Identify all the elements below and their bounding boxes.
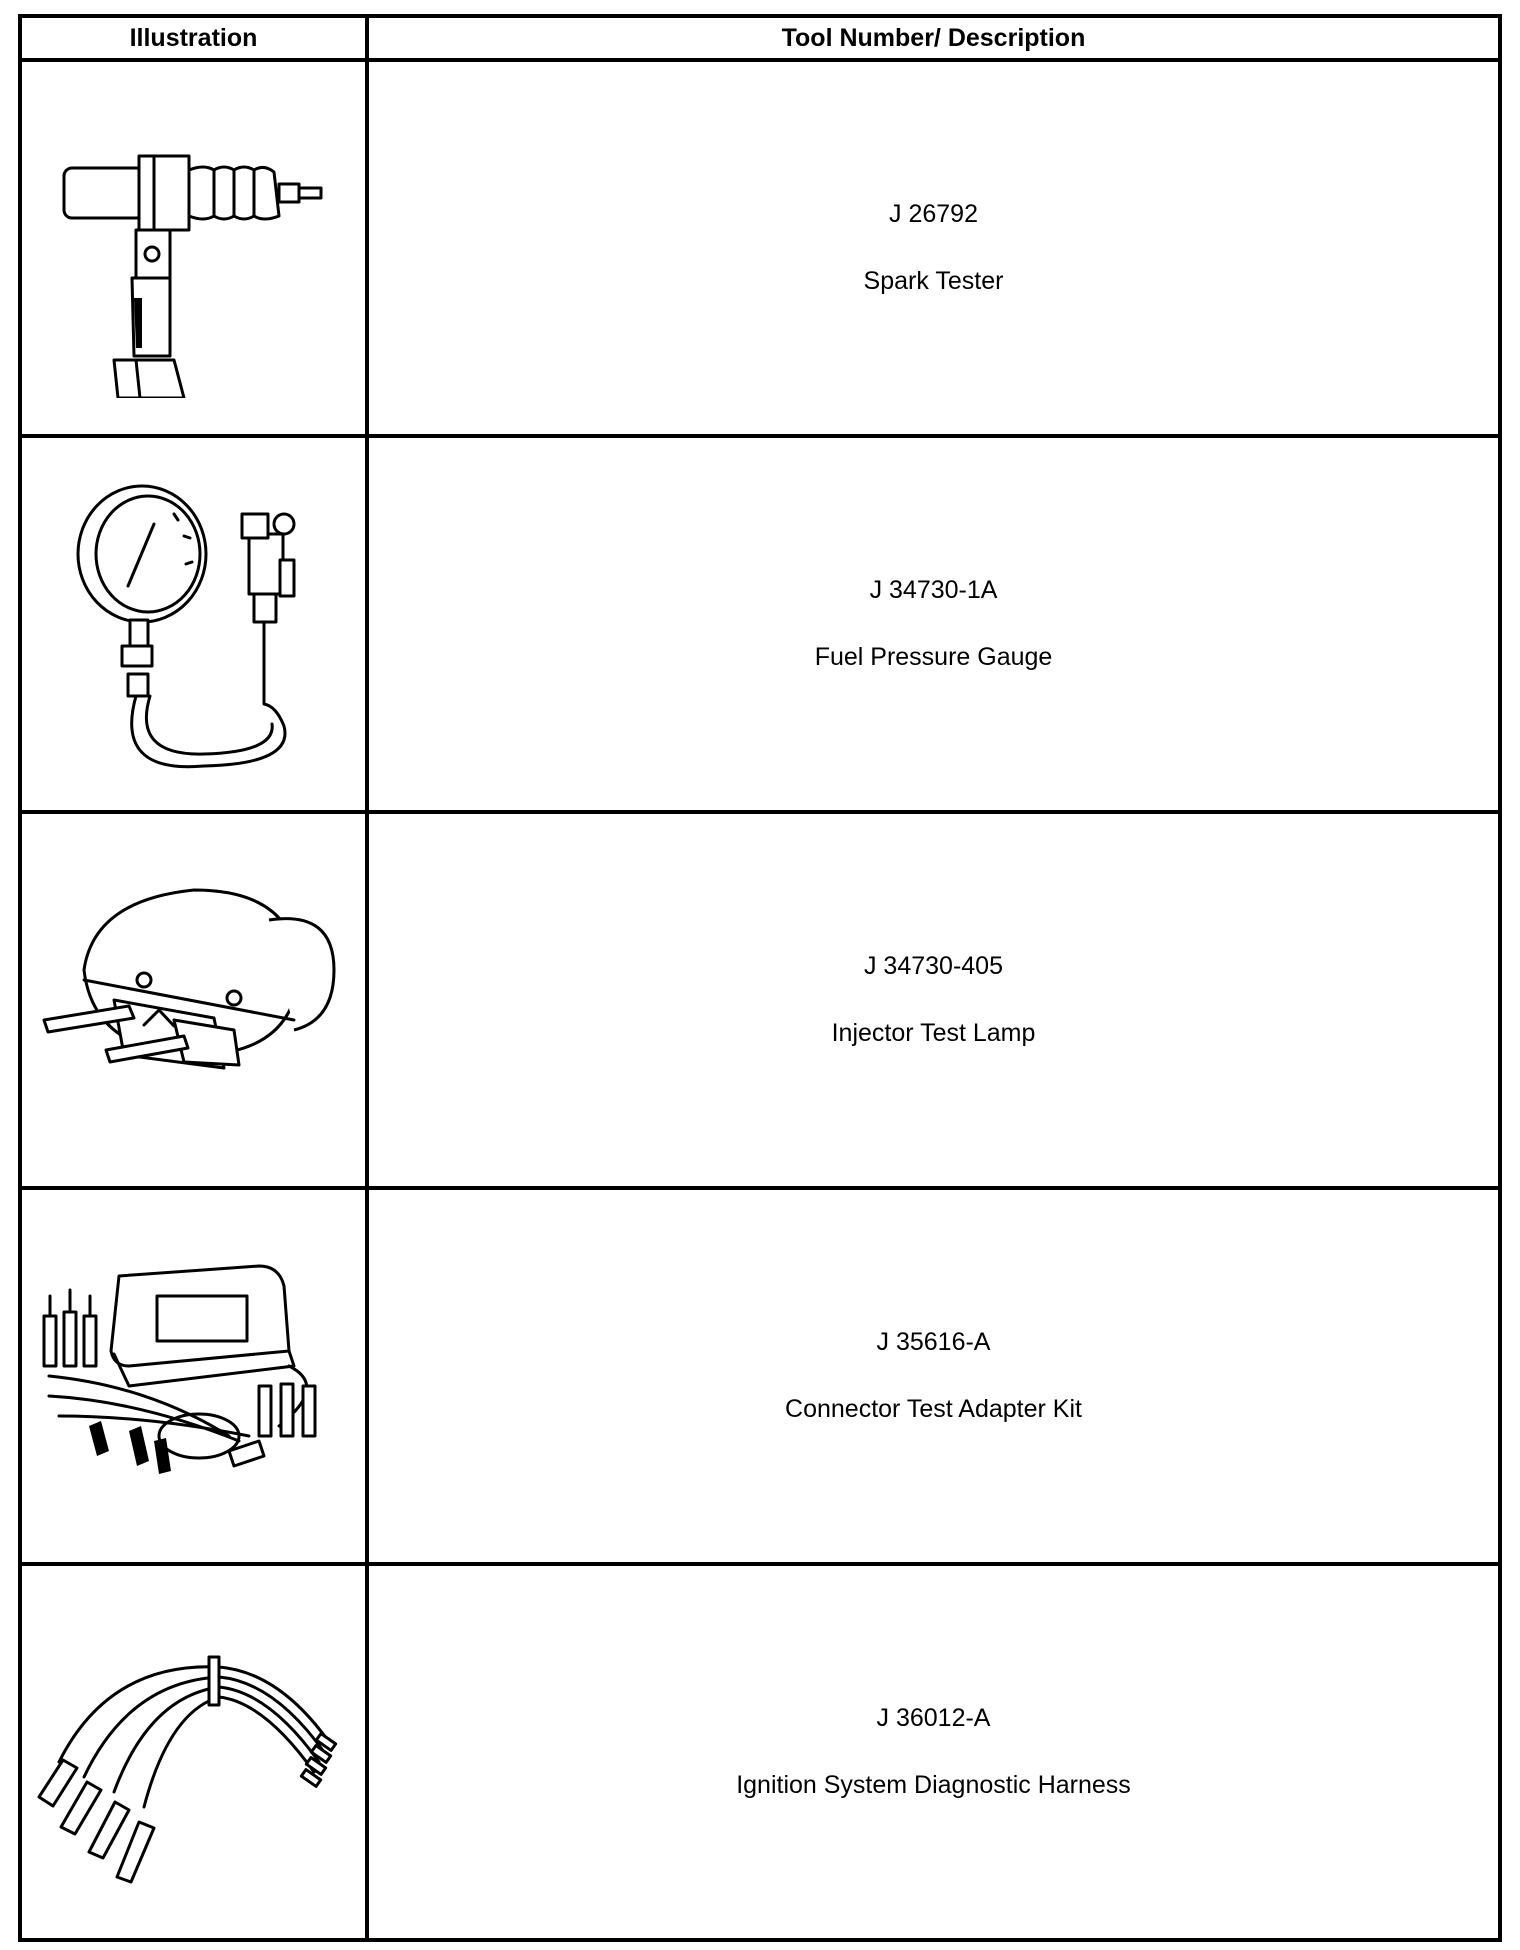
tool-number: J 34730-1A (869, 576, 998, 604)
tool-number: J 36012-A (876, 1704, 991, 1732)
table-row (20, 1564, 1500, 1940)
description-cell (367, 1564, 1500, 1940)
description-cell (367, 1188, 1500, 1564)
fuel-pressure-gauge-icon (44, 474, 344, 774)
table-row (20, 1188, 1500, 1564)
illustration-cell (20, 60, 367, 436)
tool-number: J 34730-405 (863, 952, 1003, 980)
table-row (20, 436, 1500, 812)
description-cell (367, 60, 1500, 436)
illustration-cell (20, 1188, 367, 1564)
tool-description: Injector Test Lamp (831, 1019, 1036, 1047)
tool-number: J 35616-A (876, 1328, 991, 1356)
tool-description: Ignition System Diagnostic Harness (736, 1771, 1131, 1799)
table-row (20, 60, 1500, 436)
header-illustration: Illustration (20, 16, 367, 60)
tool-number: J 26792 (889, 200, 978, 228)
ignition-harness-icon (29, 1602, 359, 1902)
table-row (20, 812, 1500, 1188)
tool-description: Fuel Pressure Gauge (814, 643, 1053, 671)
description-cell (367, 812, 1500, 1188)
header-tool-description: Tool Number/ Description (367, 16, 1500, 60)
tool-table (18, 14, 1502, 1942)
connector-test-adapter-kit-icon (29, 1226, 359, 1526)
header-row (20, 16, 1500, 60)
tool-description: Spark Tester (863, 267, 1004, 295)
tool-description: Connector Test Adapter Kit (785, 1395, 1082, 1423)
illustration-cell (20, 1564, 367, 1940)
injector-test-lamp-icon (34, 850, 354, 1150)
illustration-cell (20, 436, 367, 812)
description-cell (367, 436, 1500, 812)
spark-tester-icon (44, 98, 344, 398)
illustration-cell (20, 812, 367, 1188)
